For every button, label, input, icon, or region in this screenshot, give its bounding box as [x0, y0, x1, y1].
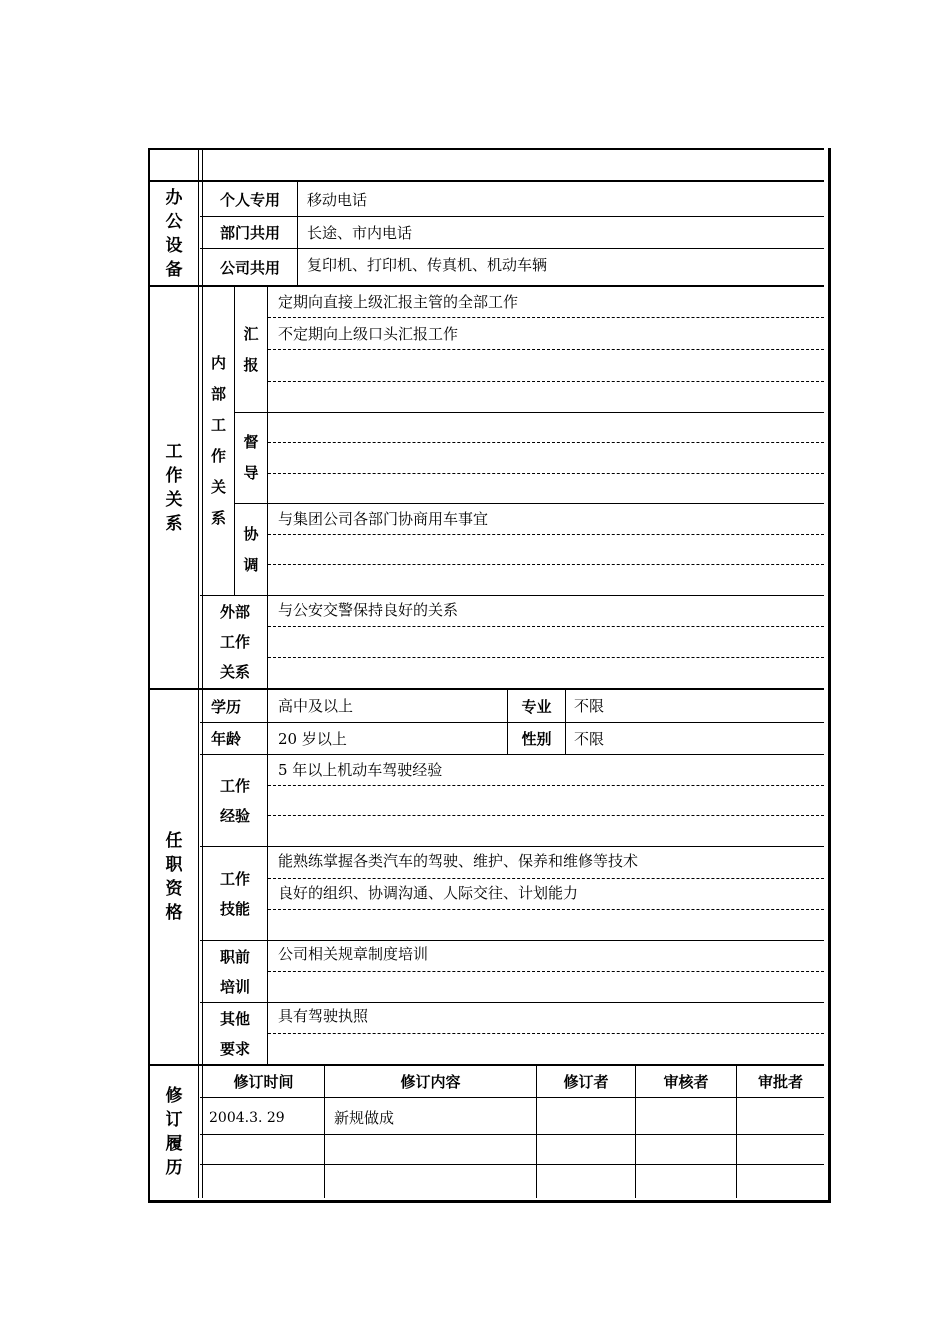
training-line-1: 公司相关规章制度培训 [278, 945, 429, 963]
equipment-personal-value: 移动电话 [307, 191, 368, 209]
row-line [234, 412, 824, 413]
age-value: 20 岁以上 [278, 730, 347, 748]
row-line [200, 1134, 824, 1135]
section-label-qualifications: 任 职 资 格 [165, 831, 183, 923]
equipment-department-label: 部门共用 [219, 224, 280, 242]
internal-relations-label: 内 部 工 作 关 系 [210, 354, 226, 527]
skills-line-1: 能熟练掌握各类汽车的驾驶、维护、保养和维修等技术 [278, 852, 639, 870]
dashed-line [268, 349, 824, 350]
col-line [297, 180, 298, 285]
section-label-revision-history: 修 订 履 历 [165, 1086, 183, 1178]
row-line [200, 1002, 824, 1003]
training-label: 职前 培训 [219, 947, 250, 996]
external-line-1: 与公安交警保持良好的关系 [278, 601, 459, 619]
experience-line-1: 5 年以上机动车驾驶经验 [278, 761, 443, 779]
row-line [200, 595, 824, 596]
section-divider-qualifications [150, 688, 824, 690]
dashed-line [268, 317, 824, 318]
row-line [200, 940, 824, 941]
report-label: 汇 报 [243, 324, 259, 374]
age-label: 年龄 [210, 730, 241, 748]
col-line [565, 688, 566, 754]
revision-header-date: 修订时间 [233, 1073, 294, 1091]
coordinate-label: 协 调 [243, 524, 259, 574]
dashed-line [268, 878, 824, 879]
experience-label: 工作 经验 [219, 776, 250, 825]
coordinate-line-1: 与集团公司各部门协商用车事宜 [278, 510, 489, 528]
dashed-line [268, 442, 824, 443]
dashed-line [268, 785, 824, 786]
gender-value: 不限 [574, 730, 605, 748]
external-relations-label: 外部 工作 关系 [219, 603, 250, 681]
section-label-work-relations: 工 作 关 系 [165, 441, 183, 534]
equipment-company-label: 公司共用 [219, 258, 280, 277]
dashed-line [268, 564, 824, 565]
col-line [267, 688, 268, 1064]
report-line-1: 定期向直接上级汇报主管的全部工作 [278, 293, 519, 311]
col-line [267, 285, 268, 688]
dashed-line [268, 1033, 824, 1034]
row-line [200, 1164, 824, 1165]
dashed-line [268, 815, 824, 816]
major-label: 专业 [521, 697, 552, 716]
dashed-line [268, 909, 824, 910]
revision-row-1-date: 2004.3. 29 [209, 1110, 285, 1126]
row-line [200, 754, 824, 755]
skills-line-2: 良好的组织、协调沟通、人际交往、计划能力 [278, 884, 579, 902]
row-line [234, 503, 824, 504]
major-value: 不限 [574, 697, 605, 715]
other-requirements-label: 其他 要求 [219, 1009, 250, 1058]
left-column-divider [198, 148, 199, 1198]
equipment-personal-label: 个人专用 [219, 190, 280, 209]
row-line [200, 846, 824, 847]
report-line-2: 不定期向上级口头汇报工作 [278, 325, 459, 343]
job-description-document [148, 148, 831, 1203]
supervise-label: 督 导 [243, 433, 259, 482]
revision-row-1-content: 新规做成 [334, 1109, 395, 1127]
revision-header-content: 修订内容 [400, 1073, 461, 1091]
revision-header-reviser: 修订者 [563, 1073, 609, 1091]
skills-label: 工作 技能 [219, 869, 250, 918]
dashed-line [268, 971, 824, 972]
revision-header-approver: 审批者 [757, 1073, 803, 1091]
other-line-1: 具有驾驶执照 [278, 1007, 369, 1025]
dashed-line [268, 534, 824, 535]
row-line [200, 1097, 824, 1098]
gender-label: 性别 [521, 730, 552, 748]
dashed-line [268, 626, 824, 627]
top-border [150, 148, 824, 150]
equipment-company-value: 复印机、打印机、传真机、机动车辆 [307, 256, 548, 274]
section-label-office-equipment: 办 公 设 备 [165, 187, 183, 280]
revision-header-reviewer: 审核者 [663, 1073, 709, 1091]
dashed-line [268, 473, 824, 474]
dashed-line [268, 381, 824, 382]
dashed-line [268, 657, 824, 658]
equipment-department-value: 长途、市内电话 [307, 224, 413, 242]
education-label: 学历 [210, 697, 241, 716]
education-value: 高中及以上 [278, 697, 354, 715]
